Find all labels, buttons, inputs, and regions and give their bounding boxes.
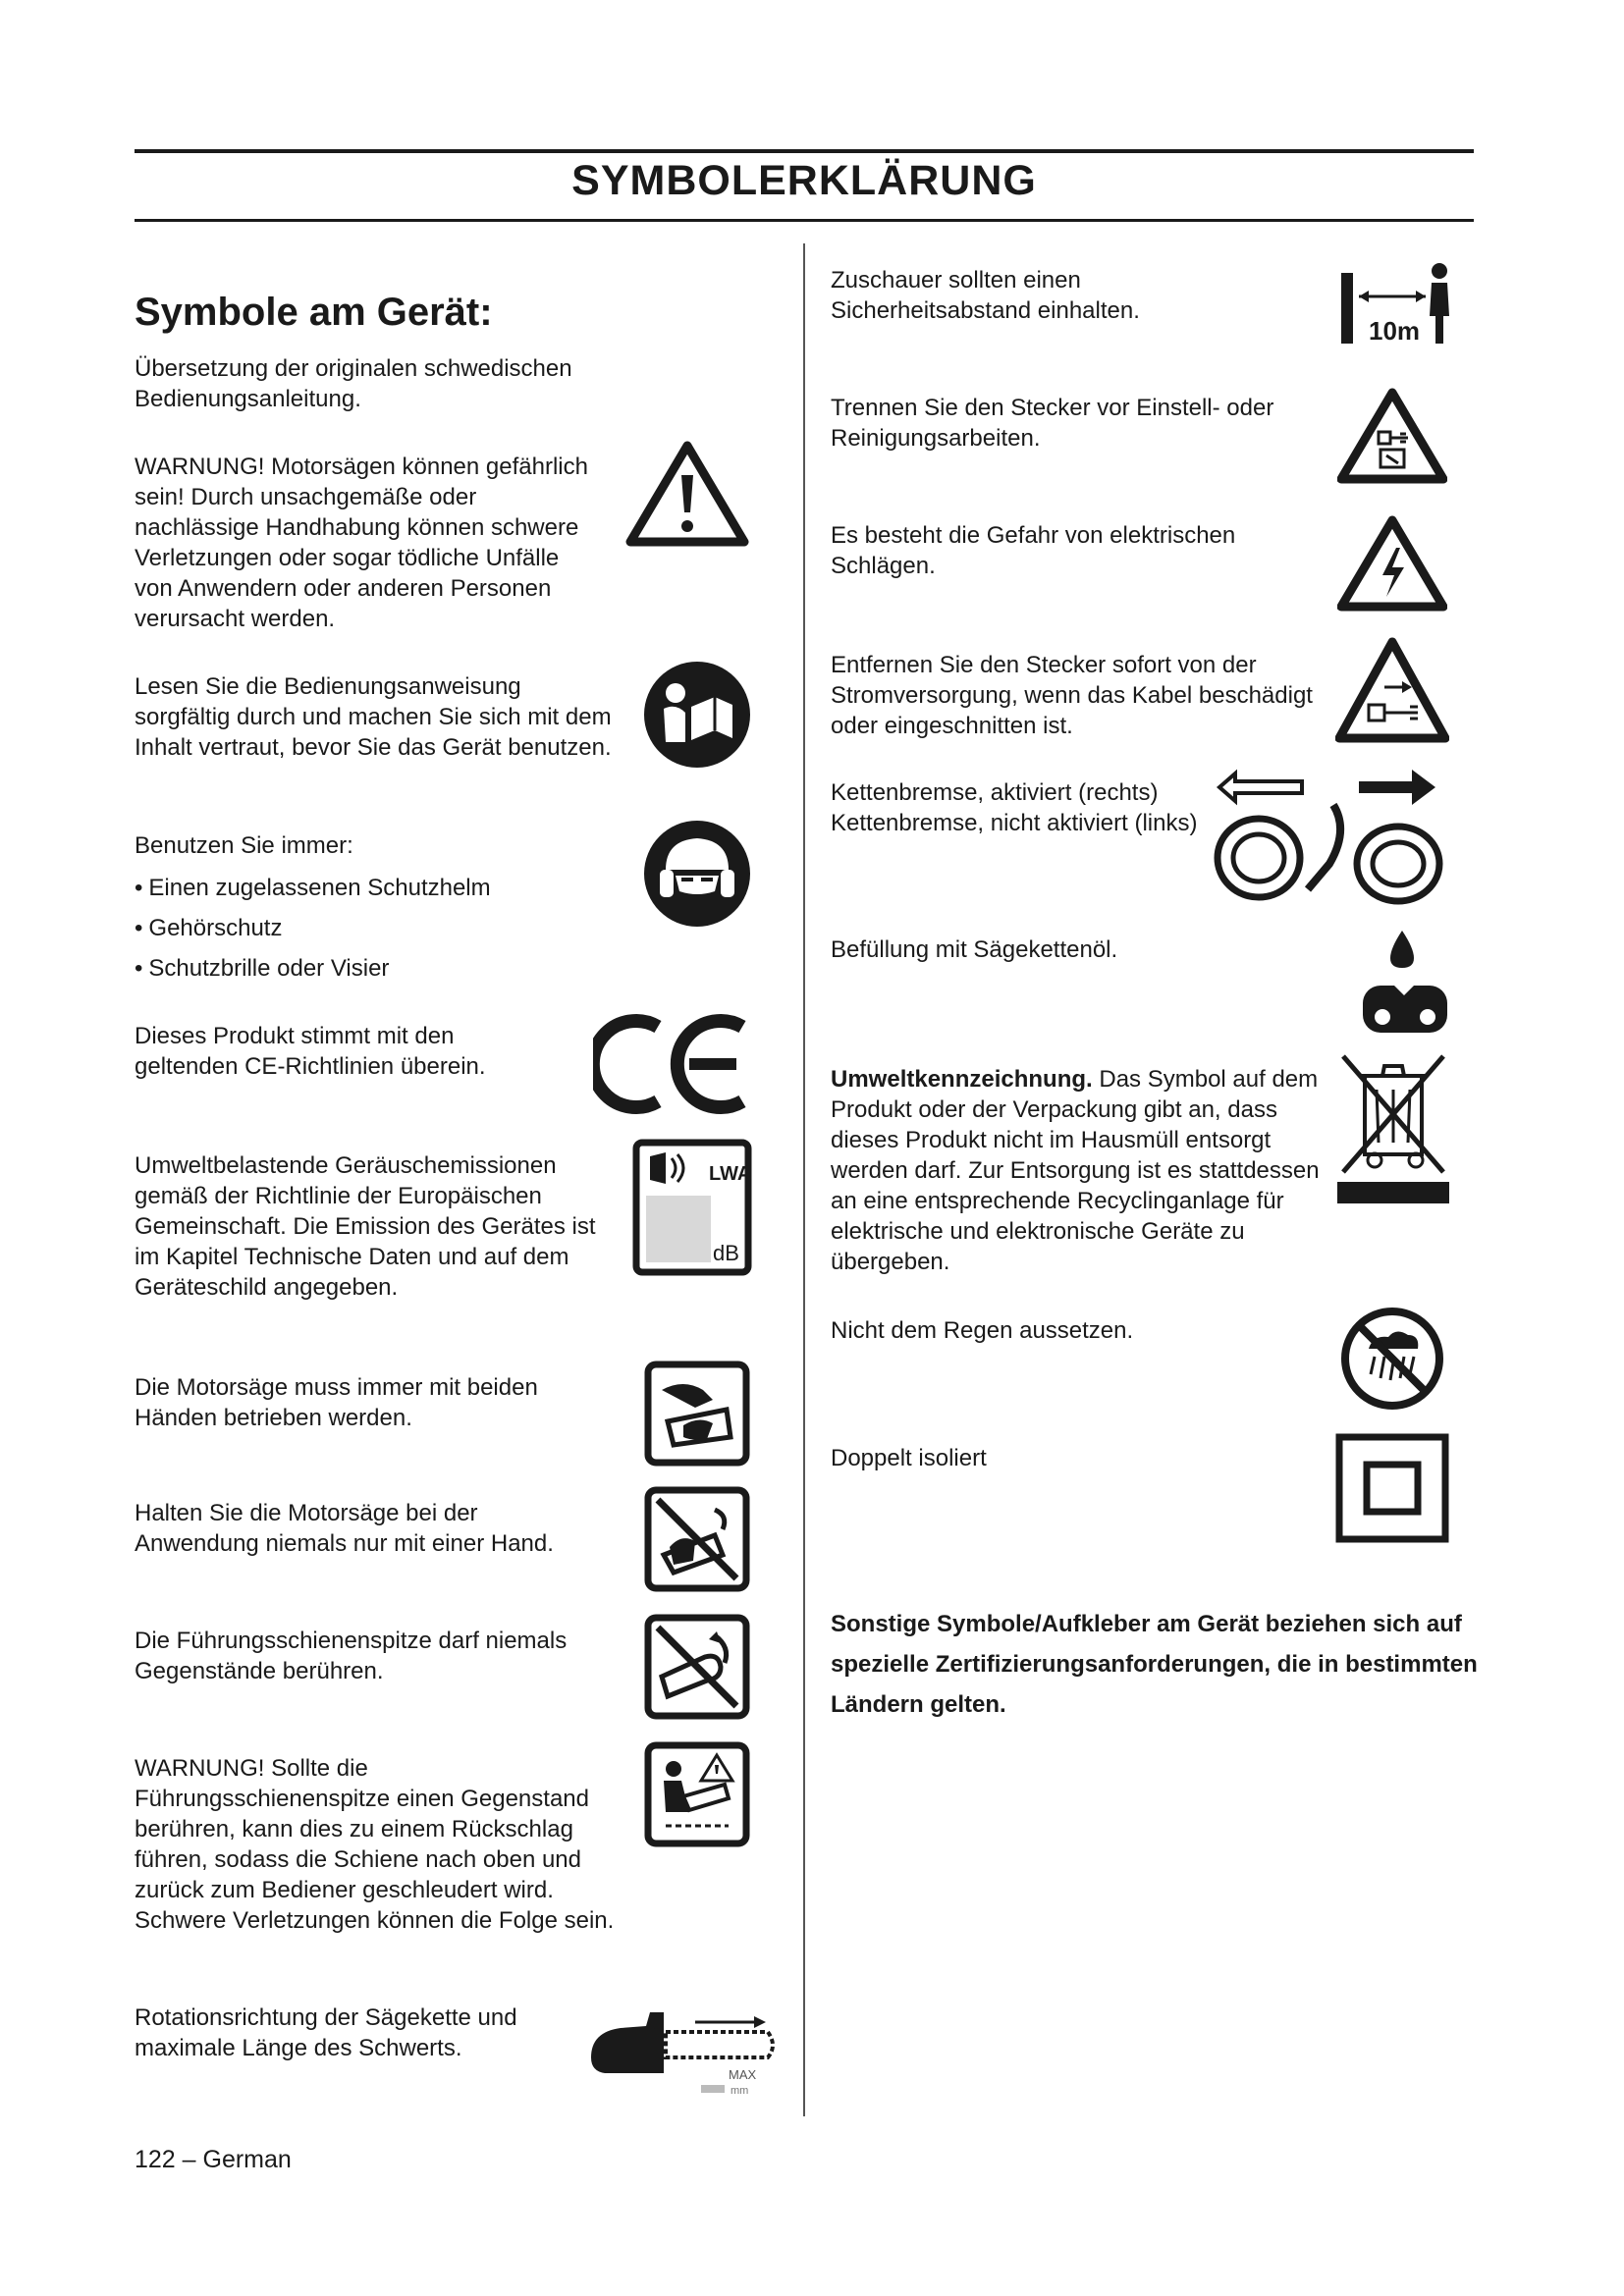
title-rule-bottom bbox=[135, 219, 1474, 222]
symbol-description: Kettenbremse, aktiviert (rechts) Kettenbremse, nicht aktiviert (links) bbox=[831, 779, 1198, 836]
symbol-description: WARNUNG! Motorsägen können gefährlich sein! Durch unsachgemäße oder nachlässige Handhabung können schwere Verletzungen oder sogar tödliche Unfälle von Anwendern oder anderen Personen verursacht werden. bbox=[135, 454, 588, 632]
double-insulated-icon bbox=[1335, 1433, 1449, 1543]
noise-label: LWA bbox=[709, 1163, 752, 1185]
two-hands-icon bbox=[644, 1361, 750, 1467]
symbol-description: Umweltbelastende Geräuschemissionen gemäß der Richtlinie der Europäischen Gemeinschaft. Die Emission des Gerätes ist im Kapitel Technische Daten und auf dem Geräteschild angegeben. bbox=[135, 1152, 596, 1301]
symbol-description: Doppelt isoliert bbox=[831, 1445, 987, 1471]
symbol-description: Entfernen Sie den Stecker sofort von der Stromversorgung, wenn das Kabel beschädigt oder eingeschnitten ist. bbox=[831, 652, 1313, 739]
noise-emission-icon bbox=[632, 1139, 752, 1276]
electric-shock-icon bbox=[1337, 514, 1447, 613]
ppe-list bbox=[135, 868, 491, 988]
chain-brake-icon bbox=[1206, 762, 1445, 909]
symbol-description: Befüllung mit Sägekettenöl. bbox=[831, 936, 1118, 963]
intro-text: Übersetzung der originalen schwedischen Bedienungsanleitung. bbox=[135, 355, 572, 412]
column-divider bbox=[803, 243, 805, 2116]
page-number: 122 – German bbox=[135, 2146, 292, 2173]
symbol-description: Die Motorsäge muss immer mit beiden Händen betrieben werden. bbox=[135, 1374, 538, 1431]
noise-unit: dB bbox=[713, 1241, 739, 1265]
damaged-cable-icon bbox=[1335, 636, 1449, 744]
symbol-description: Benutzen Sie immer: bbox=[135, 832, 353, 859]
symbol-description: Dieses Produkt stimmt mit den geltenden CE-Richtlinien überein. bbox=[135, 1023, 486, 1080]
read-manual-icon bbox=[642, 660, 752, 770]
bar-max-label: MAX bbox=[729, 2067, 757, 2082]
no-bar-tip-contact-icon bbox=[644, 1614, 750, 1720]
warning-triangle-icon bbox=[624, 440, 750, 548]
weee-bin-icon bbox=[1333, 1050, 1453, 1205]
ce-mark-icon bbox=[593, 1009, 752, 1119]
symbol-description: Nicht dem Regen aussetzen. bbox=[831, 1317, 1134, 1344]
safety-distance-icon bbox=[1339, 261, 1455, 346]
distance-label: 10m bbox=[1369, 316, 1421, 346]
chain-direction-icon bbox=[587, 1989, 782, 2099]
kickback-warning-icon bbox=[644, 1741, 750, 1847]
list-item: • Gehörschutz bbox=[135, 908, 491, 948]
symbol-description: Halten Sie die Motorsäge bei der Anwendung niemals nur mit einer Hand. bbox=[135, 1500, 554, 1557]
page-title: SYMBOLERKLÄRUNG bbox=[571, 157, 1037, 204]
weee-description bbox=[831, 1064, 1322, 1277]
symbol-description: Lesen Sie die Bedienungsanweisung sorgfältig durch und machen Sie sich mit dem Inhalt vertraut, bevor Sie das Gerät benutzen. bbox=[135, 673, 612, 761]
symbol-description: Die Führungsschienenspitze darf niemals Gegenstände berühren. bbox=[135, 1628, 568, 1684]
unplug-before-maintenance-icon bbox=[1337, 387, 1447, 485]
no-one-hand-icon bbox=[644, 1486, 750, 1592]
chain-oil-icon bbox=[1359, 927, 1451, 1039]
protective-equipment-icon bbox=[642, 819, 752, 929]
bar-unit-label: mm bbox=[731, 2085, 749, 2097]
certification-note: Sonstige Symbole/Aufkleber am Gerät beziehen sich auf spezielle Zertifizierungsanforderungen, die in bestimmten Ländern gelten. bbox=[831, 1611, 1478, 1718]
section-title: Symbole am Gerät: bbox=[135, 291, 493, 334]
list-item: • Einen zugelassenen Schutzhelm bbox=[135, 868, 491, 908]
symbol-description: Das Symbol auf dem Produkt oder der Verpackung gibt an, dass dieses Produkt nicht im Hausmüll entsorgt werden darf. Zur Entsorgung ist es stattdessen an eine entsprechende Recyclinganlage für elektrische und elektronische Geräte zu übergeben. bbox=[831, 1066, 1320, 1275]
symbol-description: Rotationsrichtung der Sägekette und maximale Länge des Schwerts. bbox=[135, 2004, 517, 2061]
list-item: • Schutzbrille oder Visier bbox=[135, 948, 491, 988]
symbol-description: Es besteht die Gefahr von elektrischen Schlägen. bbox=[831, 522, 1236, 579]
no-rain-icon bbox=[1339, 1306, 1445, 1412]
symbol-description: Zuschauer sollten einen Sicherheitsabstand einhalten. bbox=[831, 267, 1140, 324]
symbol-description: Trennen Sie den Stecker vor Einstell- oder Reinigungsarbeiten. bbox=[831, 395, 1274, 452]
symbol-description: WARNUNG! Sollte die Führungsschienenspitze einen Gegenstand berühren, kann dies zu einem Rückschlag führen, sodass die Schiene nach oben und zurück zum Bediener geschleudert wird. Schwere Verletzungen können die Folge sein. bbox=[135, 1755, 615, 1934]
title-rule-top bbox=[135, 149, 1474, 153]
weee-title: Umweltkennzeichnung. bbox=[831, 1066, 1093, 1093]
